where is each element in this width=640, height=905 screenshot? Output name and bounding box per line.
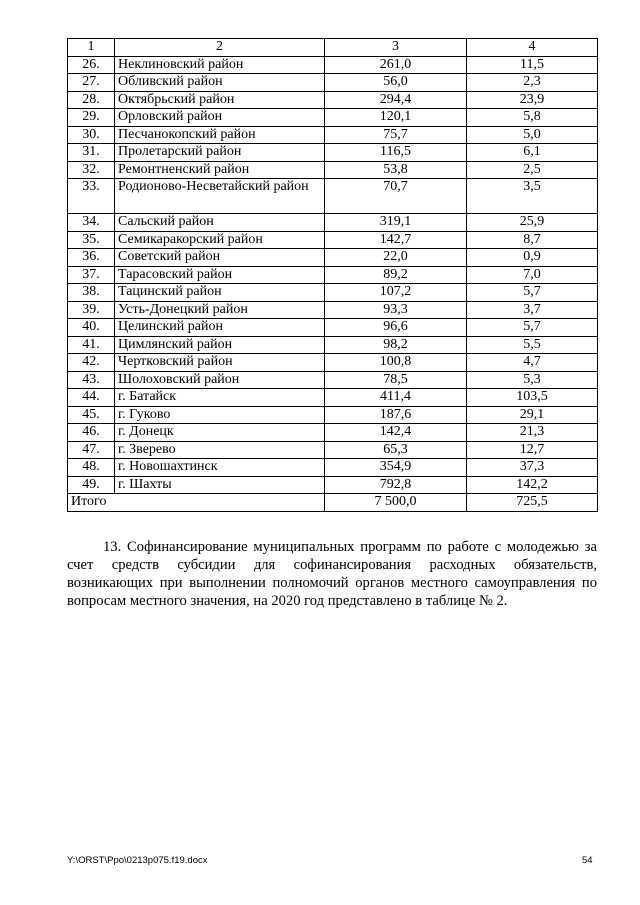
table-row <box>68 476 598 494</box>
row-value-4: 4,7 <box>467 354 598 372</box>
row-value-3: 294,4 <box>325 91 467 109</box>
table-row <box>68 336 598 354</box>
row-value-3: 100,8 <box>325 354 467 372</box>
table-row <box>68 56 598 74</box>
row-value-4: 5,7 <box>467 319 598 337</box>
table-row <box>68 231 598 249</box>
table-row <box>68 354 598 372</box>
table-row <box>68 74 598 92</box>
total-value-4: 725,5 <box>467 494 598 512</box>
table-row <box>68 126 598 144</box>
row-value-3: 116,5 <box>325 144 467 162</box>
row-value-3: 70,7 <box>325 179 467 214</box>
row-value-4: 103,5 <box>467 389 598 407</box>
row-number: 28. <box>68 91 115 109</box>
row-name: г. Зверево <box>115 441 325 459</box>
row-name: Семикаракорский район <box>115 231 325 249</box>
row-value-4: 5,8 <box>467 109 598 127</box>
row-name: Орловский район <box>115 109 325 127</box>
row-number: 32. <box>68 161 115 179</box>
row-name: Сальский район <box>115 214 325 232</box>
row-name: Тарасовский район <box>115 266 325 284</box>
table-row <box>68 214 598 232</box>
row-value-3: 56,0 <box>325 74 467 92</box>
row-number: 27. <box>68 74 115 92</box>
row-name: Родионово-Несветайский район <box>115 179 325 214</box>
row-number: 43. <box>68 371 115 389</box>
row-number: 26. <box>68 56 115 74</box>
row-number: 33. <box>68 179 115 214</box>
table-row <box>68 91 598 109</box>
table-row <box>68 406 598 424</box>
row-value-3: 75,7 <box>325 126 467 144</box>
row-value-3: 22,0 <box>325 249 467 267</box>
row-value-3: 120,1 <box>325 109 467 127</box>
table-row <box>68 109 598 127</box>
row-number: 40. <box>68 319 115 337</box>
row-value-3: 319,1 <box>325 214 467 232</box>
row-name: Пролетарский район <box>115 144 325 162</box>
table-row <box>68 249 598 267</box>
row-value-4: 8,7 <box>467 231 598 249</box>
row-name: г. Батайск <box>115 389 325 407</box>
row-name: Чертковский район <box>115 354 325 372</box>
allocation-table <box>67 38 598 512</box>
row-value-4: 5,3 <box>467 371 598 389</box>
row-name: Песчанокопский район <box>115 126 325 144</box>
row-name: Обливский район <box>115 74 325 92</box>
table-row <box>68 284 598 302</box>
row-value-4: 37,3 <box>467 459 598 477</box>
row-number: 31. <box>68 144 115 162</box>
row-value-3: 98,2 <box>325 336 467 354</box>
row-value-4: 21,3 <box>467 424 598 442</box>
row-number: 45. <box>68 406 115 424</box>
row-name: Тацинский район <box>115 284 325 302</box>
row-value-3: 142,7 <box>325 231 467 249</box>
table-header-row <box>68 39 598 57</box>
table-total-row <box>68 494 598 512</box>
header-col-4: 4 <box>467 39 598 57</box>
row-name: г. Донецк <box>115 424 325 442</box>
row-value-3: 53,8 <box>325 161 467 179</box>
row-value-3: 96,6 <box>325 319 467 337</box>
row-number: 34. <box>68 214 115 232</box>
row-value-4: 3,5 <box>467 179 598 214</box>
row-value-3: 142,4 <box>325 424 467 442</box>
row-number: 29. <box>68 109 115 127</box>
row-value-4: 7,0 <box>467 266 598 284</box>
row-value-3: 187,6 <box>325 406 467 424</box>
row-value-4: 11,5 <box>467 56 598 74</box>
paragraph-13 <box>67 538 597 610</box>
row-name: г. Шахты <box>115 476 325 494</box>
header-col-1: 1 <box>68 39 115 57</box>
table-row <box>68 441 598 459</box>
row-value-4: 23,9 <box>467 91 598 109</box>
row-name: Целинский район <box>115 319 325 337</box>
row-value-4: 29,1 <box>467 406 598 424</box>
total-label: Итого <box>68 494 325 512</box>
row-number: 46. <box>68 424 115 442</box>
row-number: 42. <box>68 354 115 372</box>
table-row <box>68 144 598 162</box>
table-row <box>68 319 598 337</box>
table-row <box>68 371 598 389</box>
row-name: Ремонтненский район <box>115 161 325 179</box>
table-body <box>68 39 598 512</box>
header-col-2: 2 <box>115 39 325 57</box>
row-name: г. Гуково <box>115 406 325 424</box>
row-number: 47. <box>68 441 115 459</box>
row-value-4: 3,7 <box>467 301 598 319</box>
row-value-3: 107,2 <box>325 284 467 302</box>
row-value-4: 5,0 <box>467 126 598 144</box>
total-value-3: 7 500,0 <box>325 494 467 512</box>
table-row <box>68 161 598 179</box>
row-value-4: 5,7 <box>467 284 598 302</box>
table-row <box>68 179 598 214</box>
row-value-4: 12,7 <box>467 441 598 459</box>
table-row <box>68 459 598 477</box>
row-number: 30. <box>68 126 115 144</box>
footer-page-number: 54 <box>582 855 593 866</box>
row-number: 41. <box>68 336 115 354</box>
row-number: 44. <box>68 389 115 407</box>
table-row <box>68 389 598 407</box>
row-name: Октябрьский район <box>115 91 325 109</box>
row-name: г. Новошахтинск <box>115 459 325 477</box>
row-number: 38. <box>68 284 115 302</box>
row-number: 37. <box>68 266 115 284</box>
row-value-3: 354,9 <box>325 459 467 477</box>
row-name: Шолоховский район <box>115 371 325 389</box>
row-number: 48. <box>68 459 115 477</box>
row-number: 39. <box>68 301 115 319</box>
row-value-3: 792,8 <box>325 476 467 494</box>
table-row <box>68 424 598 442</box>
row-name: Цимлянский район <box>115 336 325 354</box>
row-value-3: 78,5 <box>325 371 467 389</box>
row-number: 49. <box>68 476 115 494</box>
row-value-4: 6,1 <box>467 144 598 162</box>
row-value-3: 93,3 <box>325 301 467 319</box>
row-value-3: 411,4 <box>325 389 467 407</box>
table-row <box>68 301 598 319</box>
row-value-3: 65,3 <box>325 441 467 459</box>
row-number: 36. <box>68 249 115 267</box>
row-value-3: 89,2 <box>325 266 467 284</box>
row-value-3: 261,0 <box>325 56 467 74</box>
row-name: Усть-Донецкий район <box>115 301 325 319</box>
paragraph-text: 13. Софинансирование муниципальных программ по работе с молодежью за счет средств субсидии для софинансирования расходных обязательств, возникающих при выполнении полномочий органов местного самоуправления по вопросам местного значения, на 2020 год представлено в таблице № 2. <box>67 539 597 609</box>
row-value-4: 5,5 <box>467 336 598 354</box>
row-name: Неклиновский район <box>115 56 325 74</box>
row-value-4: 0,9 <box>467 249 598 267</box>
row-value-4: 2,5 <box>467 161 598 179</box>
row-value-4: 2,3 <box>467 74 598 92</box>
row-name: Советский район <box>115 249 325 267</box>
row-number: 35. <box>68 231 115 249</box>
row-value-4: 25,9 <box>467 214 598 232</box>
row-value-4: 142,2 <box>467 476 598 494</box>
footer-file-path: Y:\ORST\Ppo\0213p075.f19.docx <box>67 855 208 866</box>
table-row <box>68 266 598 284</box>
header-col-3: 3 <box>325 39 467 57</box>
